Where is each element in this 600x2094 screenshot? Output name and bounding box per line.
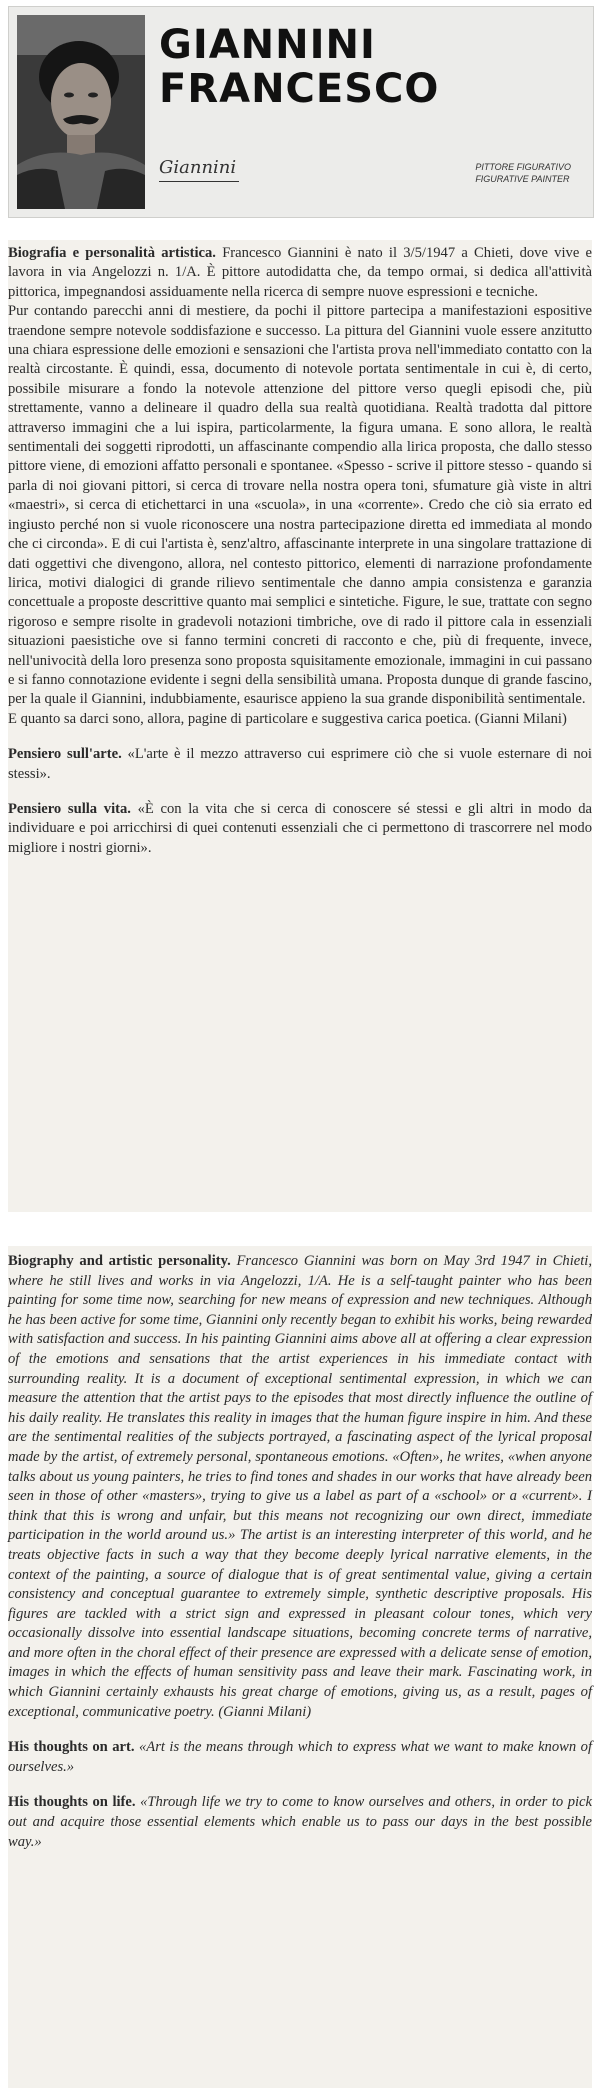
- italian-life-text: «È con la vita che si cerca di conoscere sé stessi e gli altri in modo da individuare e poi arricchirsi di quei contenuti essenziali che ci permettono di trascorrere nel modo migliore i nostri giorni».: [8, 800, 592, 856]
- english-bio: [8, 1252, 592, 1722]
- role-italian: PITTORE FIGURATIVO: [475, 162, 571, 172]
- english-body: [8, 1252, 592, 1852]
- artist-role: [475, 161, 571, 185]
- italian-bio-closing: E quanto sa darci sono, allora, pagine di particolare e suggestiva carica poetica. (Gianni Milani): [8, 710, 567, 727]
- italian-art-text: «L'arte è il mezzo attraverso cui esprimere ciò che si vuole esternare di noi stessi».: [8, 746, 592, 782]
- role-english: FIGURATIVE PAINTER: [475, 174, 570, 184]
- portrait-icon: [17, 15, 145, 209]
- english-bio-heading: Biography and artistic personality.: [8, 1253, 231, 1269]
- italian-body: [8, 244, 592, 858]
- english-text-section: [8, 1246, 592, 2088]
- english-art-text: «Art is the means through which to express what we want to make known of ourselves.»: [8, 1739, 592, 1775]
- artist-first-name: FRANCESCO: [159, 66, 440, 112]
- english-life-thought: [8, 1793, 592, 1852]
- italian-art-heading: Pensiero sull'arte.: [8, 746, 122, 763]
- english-art-heading: His thoughts on art.: [8, 1739, 135, 1756]
- artist-portrait-photo: [17, 15, 145, 209]
- english-life-heading: His thoughts on life.: [8, 1794, 136, 1811]
- italian-life-heading: Pensiero sulla vita.: [8, 800, 131, 817]
- english-bio-text: Francesco Giannini was born on May 3rd 1947 in Chieti, where he still lives and works in via Angelozzi, 1/A. He is a self-taught painter who has been painting for some time now, searching for new means of expression and new techniques. Although he has been active for some time, Giannini only recently began to exhibit his works, being rewarded with satisfaction and success. In his painting Giannini aims above all at offering a clear expression of the emotions and sensations that the artist experiences in his immediate contact with surrounding reality. It is a document of exceptional sentimental expression, in which we can measure the attention that the artist pays to the episodes that most directly influence the outline of his daily reality. He translates this reality in images that the human figure inspire in him. And these are the sentimental realities of the subjects portrayed, a fascinating aspect of the lyrical proposal made by the artist, of extremely personal, spontaneous emotions. «Often», he writes, «when anyone talks about us young painters, he tries to find tones and shades in our works that have already been seen in those of other «masters», trying to give us a label as part of a «school» or a «current». I think that this is wrong and unfair, but this means not recognizing our own direct, immediate participation in the world around us.» The artist is an interesting interpreter of this world, and he treats objective facts in such a way that they become deeply lyrical narrative elements, in the context of the painting, a source of dialogue that is of great sentimental value, giving a certain consistency and conceptual guarantee to extremely simple, synthetic descriptive proposals. His figures are tackled with a strict sign and expressed in pleasant colour tones, which very occasionally dissolve into essential landscape situations, becoming concrete terms of narrative, and more often in the choral effect of their presence are expressed with a delicate sense of emotion, images in which the effects of human sensitivity pass and leave their mark. Fascinating work, in which Giannini certainly exhausts his great charge of emotions, giving us, as a result, pages of exceptional, communicative poetry. (Gianni Milani): [8, 1253, 592, 1720]
- italian-bio-body: Pur contando parecchi anni di mestiere, da pochi il pittore partecipa a manifestazioni espositive traendone sempre notevole soddisfazione e successo. La pittura del Giannini vuole essere anzitutto una chiara espressione delle emozioni e sensazioni che l'artista prova nell'immediato contatto con la realtà circostante. È quindi, essa, documento di notevole portata sentimentale in cui è, di certo, possibile misurare a fondo la notevole attenzione del pittore verso quegli episodi che, più strettamente, vanno a delineare il quadro della sua realtà quotidiana. Realtà tradotta dal pittore attraverso immagini che a lui ispira, particolarmente, la figura umana. E sono allora, le realtà sentimentali dei soggetti riprodotti, un affascinante compendio alla lirica proposta, che dallo stesso pittore viene, di emozioni affatto personali e spontanee. «Spesso - scrive il pittore stesso - quando si parla di noi giovani pittori, si cerca di trovare nella nostra opera toni, sfumature già viste in altri «maestri», si cerca di etichettarci in una «scuola», in una «corrente». Credo che ciò sia errato ed ingiusto perché non si vuole riconoscere una nostra partecipazione diretta ed immediata al mondo che ci circonda». E di cui l'artista è, senz'altro, affascinante interprete in una singolare trattazione di dati oggettivi che divengono, allora, nel contesto pittorico, elementi di narrazione profondamente lirica, motivi dialogici di grande rilievo sentimentale che danno ampia consistenza e garanzia concettuale a proposte descrittive quanto mai semplici e sintetiche. Figure, le sue, trattate con segno rigoroso e sempre risolte in gradevoli notazioni timbriche, ove di rado il pittore cala in essenziali situazioni paesistiche ove si fanno termini concreti di racconto e che, più di frequente, invece, nell'univocità della loro presenza sono proposta squisitamente emozionale, immagini in cui passano e si fanno connotazione evidente i segni della sensibilità umana. Proposta dunque di grande fascino, per la quale il Giannini, indubbiamente, esaurisce appieno la sua grande disponibilità sentimentale.: [8, 303, 592, 708]
- english-art-thought: [8, 1738, 592, 1777]
- signature-underline: [159, 181, 239, 182]
- italian-bio-intro: [8, 244, 592, 302]
- italian-bio-intro-text: Francesco Giannini è nato il 3/5/1947 a Chieti, dove vive e lavora in via Angelozzi n. 1/A. È pittore autodidatta che, da tempo ormai, si dedica all'attività pittorica, impegnandosi assiduamente nella ricerca di sempre nuove espressioni e tecniche.: [8, 245, 592, 300]
- italian-bio-heading: Biografia e personalità artistica.: [8, 245, 216, 261]
- italian-text-section: [8, 240, 592, 1212]
- artist-name: [159, 23, 439, 111]
- artist-header-card: [8, 6, 594, 218]
- english-life-text: «Through life we try to come to know ourselves and others, in order to pick out and acquire those essential elements which enable us to pass our days in the best possible way.»: [8, 1794, 593, 1850]
- artist-signature: Giannini: [159, 157, 237, 178]
- italian-life-thought: [8, 800, 592, 858]
- italian-art-thought: [8, 745, 592, 784]
- artist-surname: GIANNINI: [159, 22, 376, 68]
